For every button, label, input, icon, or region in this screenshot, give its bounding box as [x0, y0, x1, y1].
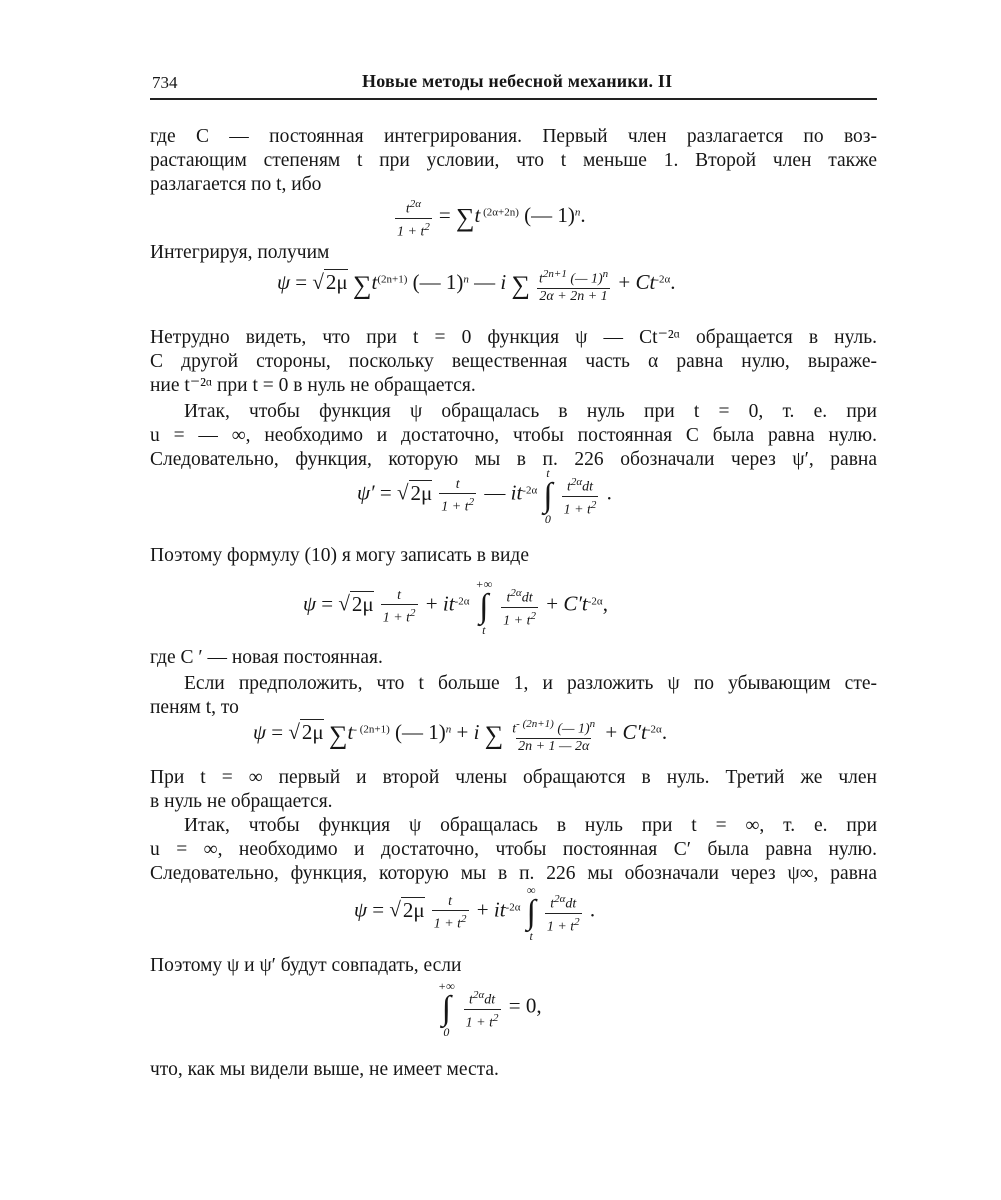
formula-part [526, 884, 535, 942]
formula-descending-expansion [253, 716, 667, 755]
formula-part: + C′t [600, 720, 647, 744]
formula-part: 2α [510, 586, 522, 599]
formula-part: ψ [303, 591, 317, 616]
text-line: Следовательно, функция, которую мы в п. 226 мы обозначали через ψ∞, равна [150, 863, 877, 884]
formula-part [432, 894, 469, 933]
formula-part: 0 [443, 1025, 450, 1039]
text-line: Поэтому формулу (10) я могу записать в виде [150, 545, 530, 566]
formula-part: . [661, 720, 668, 744]
text-line: где C — постоянная интегрирования. Первый член разлагается по воз- [150, 126, 877, 147]
formula-part [510, 716, 597, 755]
formula-part [501, 585, 538, 629]
header-rule [150, 98, 877, 100]
formula-part: -2α [587, 595, 603, 608]
formula-part: = √2μ [374, 480, 433, 505]
formula-part: ∑ [455, 203, 475, 233]
formula-part: 2n + 1 — 2α [518, 738, 590, 754]
formula-part: -2α [505, 901, 521, 914]
formula-part: -2α [655, 273, 671, 286]
formula-part: = √2μ [316, 591, 374, 616]
formula-part: $1 + t^2$ [501, 607, 538, 630]
formula-part: $t^{- (2n+1)}$ (— 1)$^n$ [512, 718, 596, 737]
formula-part: t [482, 623, 486, 637]
formula-part: 2 [590, 498, 597, 511]
formula-part: 2α [570, 475, 583, 488]
formula-part: Ct [635, 270, 656, 294]
formula-part: t [371, 270, 378, 294]
formula-part [543, 467, 552, 525]
formula-part: t [474, 202, 481, 227]
formula-part: + Ct [613, 270, 656, 294]
formula-part: (— 1) [407, 270, 464, 294]
formula-part: $1 + t^2$ [432, 910, 469, 933]
formula-integrated-psi [277, 266, 675, 305]
formula-part: - (2n+1) [353, 723, 390, 736]
formula-part: t [546, 466, 550, 480]
formula-part: . [601, 480, 612, 505]
text-line: пеням t, то [150, 697, 239, 718]
formula-part: 2 [468, 495, 475, 508]
formula-part: $1 + t^2$ [395, 218, 432, 241]
text-line: При t = ∞ первый и второй члены обращаются в нуль. Третий же член [150, 767, 877, 788]
formula-part [438, 980, 455, 1038]
formula-part: $t^{2\alpha}dt$ [506, 586, 533, 606]
formula-part: 2μ [402, 897, 425, 922]
formula-part: (2n+1) [377, 273, 408, 286]
formula-part: = √2μ [367, 897, 425, 922]
formula-part: t [529, 929, 533, 943]
formula-part: 2α + 2n + 1 [539, 288, 608, 304]
formula-part: . [584, 897, 596, 922]
formula-part: C′t [622, 720, 647, 744]
text-line: u = ∞, необходимо и достаточно, чтобы постоянная C′ была равна нулю. [150, 839, 877, 860]
formula-part: 2μ [410, 480, 433, 505]
formula-part: n [463, 273, 469, 286]
formula-part: 2 [461, 912, 467, 925]
formula-part: . [670, 270, 676, 294]
formula-psi-with-new-constant [303, 578, 608, 636]
text-line: С другой стороны, поскольку вещественная часть α равна нулю, выраже- [150, 351, 877, 372]
formula-part: 2n+1 [542, 268, 567, 280]
formula-part [395, 196, 432, 240]
formula-part [562, 474, 599, 518]
formula-part: 2α [409, 198, 421, 210]
formula-part: -2α [522, 484, 538, 497]
formula-part: -2α [454, 595, 470, 608]
text-line: растающим степеням t при условии, что t меньше 1. Второй член также [150, 150, 877, 171]
formula-part: ∫ [441, 990, 451, 1027]
running-title: Новые методы небесной механики. II [362, 71, 673, 91]
formula-part: ∫ [526, 894, 536, 931]
formula-part [381, 588, 418, 627]
formula-part: 2μ [301, 720, 324, 744]
formula-part: - (2n+1) [516, 718, 554, 730]
formula-psi-prime [357, 467, 612, 525]
formula-part: $1 + t^2$ [545, 913, 582, 936]
formula-part: t [347, 720, 354, 744]
formula-part: ψ [253, 720, 267, 744]
formula-part: ψ [277, 270, 291, 294]
formula-part: 2 [410, 606, 416, 619]
formula-part: t [448, 893, 453, 909]
formula-part: $1 + t^2$ [464, 1009, 501, 1032]
formula-part: it [510, 480, 523, 505]
formula-part: ∑ [328, 720, 348, 750]
formula-part: 2α [554, 892, 566, 905]
formula-part: (— 1) [389, 720, 446, 744]
formula-part: (— 1) [518, 202, 575, 227]
formula-part: — i [468, 270, 507, 294]
text-line: Итак, чтобы функция ψ обращалась в нуль при t = ∞, т. е. при [184, 815, 877, 836]
formula-part: 2μ [325, 270, 348, 294]
formula-part: ∞ [526, 883, 536, 897]
text-line: разлагается по t, ибо [150, 174, 322, 195]
text-line: Интегрируя, получим [150, 242, 330, 263]
formula-part: = √2μ [290, 270, 348, 294]
formula-part: , [602, 591, 608, 616]
text-line: Следовательно, функция, которую мы в п. 226 обозначали через ψ′, равна [150, 449, 877, 470]
formula-part: ∑ [511, 270, 530, 300]
formula-psi-infinity [354, 884, 595, 942]
text-line: Если предположить, что t больше 1, и разложить ψ по убывающим сте- [184, 673, 877, 694]
formula-part: 2μ [351, 591, 374, 616]
formula-part: = 0, [503, 993, 542, 1018]
formula-part: + i [451, 720, 480, 744]
text-line: u = — ∞, необходимо и достаточно, чтобы постоянная C была равна нулю. [150, 425, 877, 446]
formula-part: ∫ [479, 588, 489, 625]
formula-part: n [445, 723, 452, 736]
formula-part: 0 [544, 512, 551, 526]
formula-part: — it [479, 480, 523, 505]
formula-part: + C′t [540, 591, 588, 616]
formula-part: t [397, 587, 402, 603]
formula-part: +∞ [475, 577, 493, 591]
formula-part: = √2μ [266, 720, 324, 744]
formula-part: $1 + t^2$ [381, 604, 418, 627]
formula-part: n [602, 268, 609, 280]
formula-part: 2 [574, 915, 580, 928]
text-line: Итак, чтобы функция ψ обращалась в нуль при t = 0, т. е. при [184, 401, 877, 422]
formula-part: 2α [472, 988, 485, 1001]
formula-part: 2 [424, 220, 430, 233]
formula-part: ψ [354, 897, 368, 922]
formula-part: t [455, 476, 460, 492]
page-number: 734 [152, 73, 178, 92]
formula-part: $t^{2\alpha}dt$ [566, 475, 594, 495]
formula-part: -2α [646, 723, 662, 736]
text-line: в нуль не обращается. [150, 791, 333, 812]
formula-part: ψ′ [357, 480, 375, 505]
formula-part: i [473, 720, 480, 744]
formula-part: n [589, 718, 596, 730]
formula-integral-zero [436, 980, 542, 1038]
formula-part [537, 266, 610, 305]
formula-part: 2 [530, 609, 536, 622]
formula-part: $t^{2n+1}$ (— 1)$^n$ [539, 268, 609, 287]
formula-part: $1 + t^2$ [439, 493, 476, 516]
formula-part: C′t [563, 591, 588, 616]
formula-part: ∑ [352, 270, 372, 300]
formula-part: ∫ [543, 477, 553, 514]
formula-part [464, 987, 501, 1031]
formula-part: +∞ [438, 979, 455, 993]
formula-part: 2 [493, 1011, 499, 1024]
formula-part: i [500, 270, 507, 294]
formula-part: $t^{2\alpha}dt$ [550, 892, 577, 912]
text-line: Поэтому ψ и ψ′ будут совпадать, если [150, 955, 462, 976]
formula-series-expansion [392, 196, 586, 240]
formula-part: = [438, 202, 456, 227]
text-line: ние t⁻²ᵅ при t = 0 в нуль не обращается. [150, 375, 476, 396]
formula-part [439, 477, 476, 516]
formula-part: (2α+2n) [480, 206, 519, 219]
formula-part: it [493, 897, 506, 922]
formula-part [475, 578, 492, 636]
formula-part: $t^{2\alpha}dt$ [469, 988, 496, 1008]
formula-part: + it [471, 897, 506, 922]
formula-part: ∑ [484, 720, 504, 750]
text-line: Нетрудно видеть, что при t = 0 функция ψ — Ct⁻²ᵅ обращается в нуль. [150, 327, 877, 348]
formula-part: . [580, 202, 586, 227]
formula-part: n [574, 206, 581, 219]
text-line: что, как мы видели выше, не имеет места. [150, 1059, 499, 1080]
formula-part: $1 + t^2$ [562, 496, 599, 519]
formula-part: $t^{2\alpha}$ [405, 198, 421, 217]
formula-part [545, 891, 582, 935]
text-line: где C ′ — новая постоянная. [150, 647, 383, 668]
formula-part: it [442, 591, 455, 616]
formula-part: + it [420, 591, 455, 616]
